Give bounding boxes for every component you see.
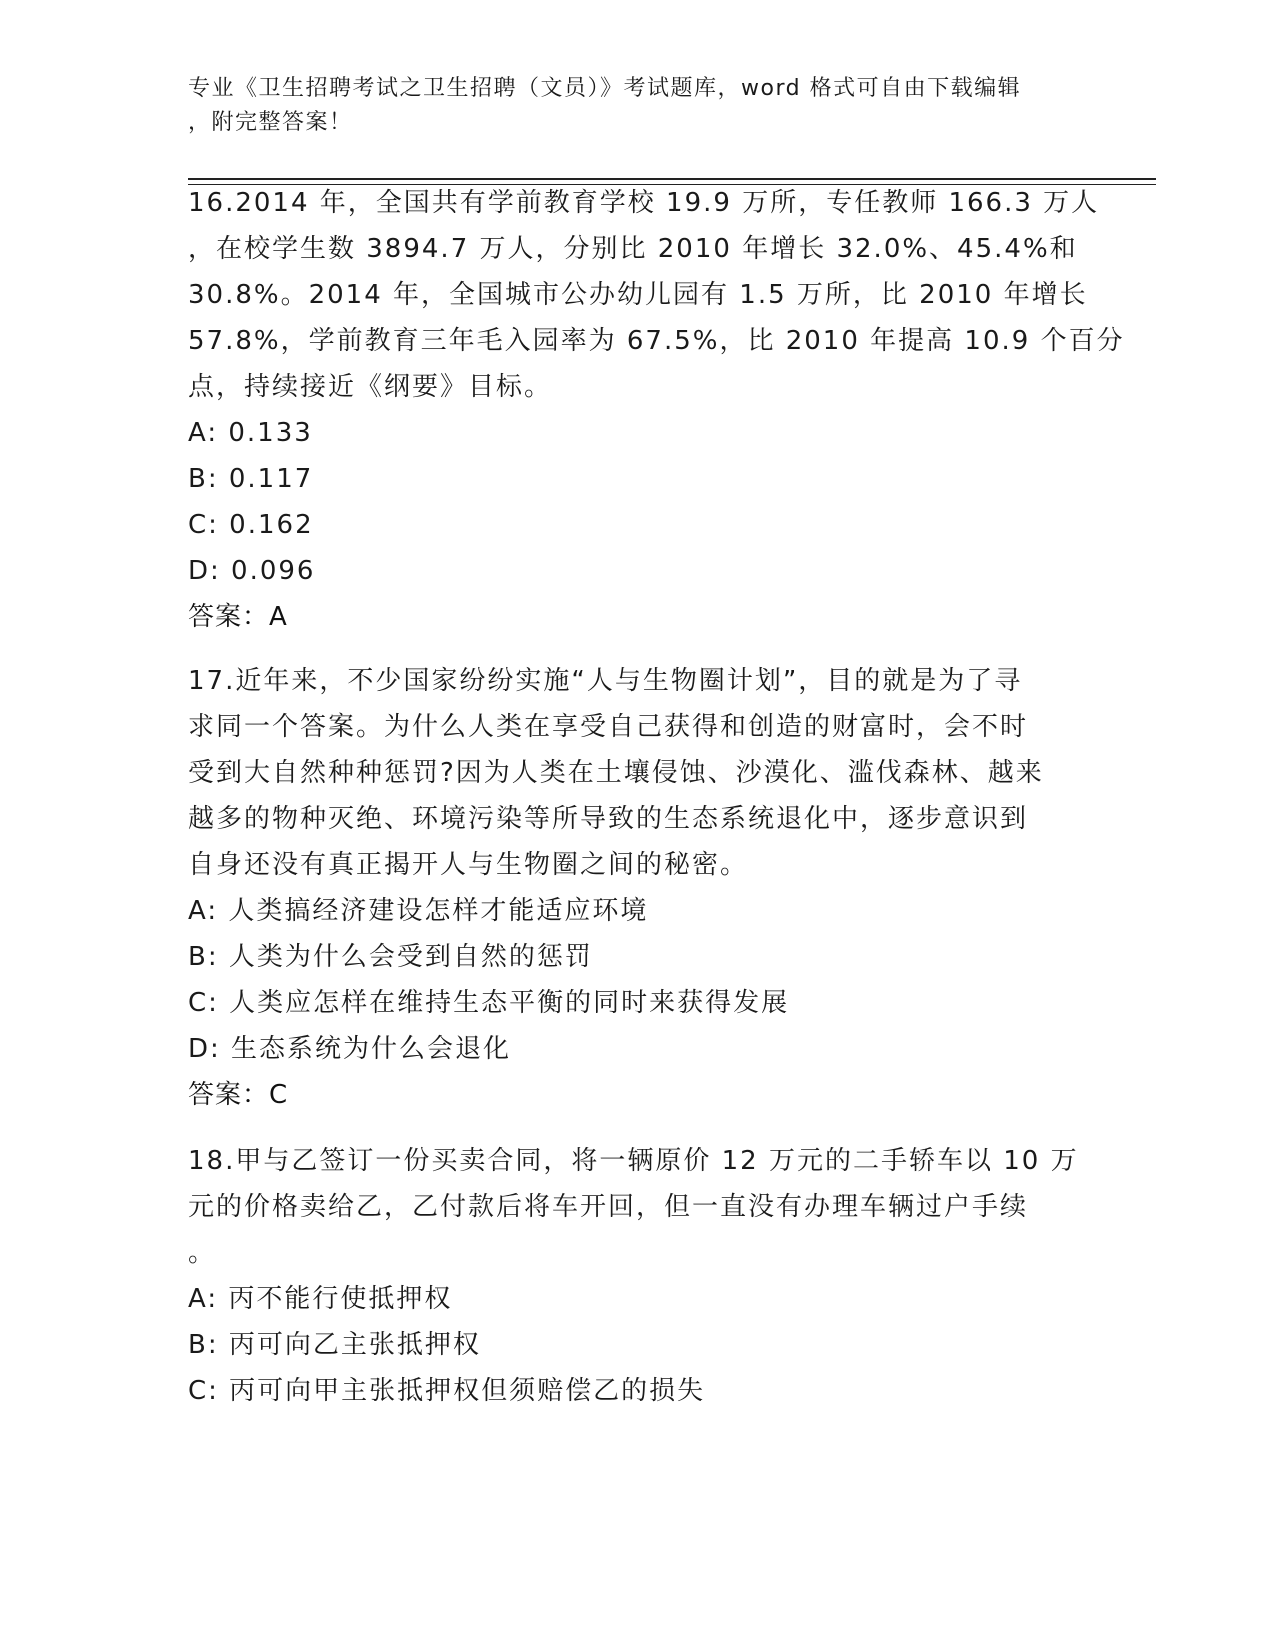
header-line: 专业《卫生招聘考试之卫生招聘（文员）》考试题库，word 格式可自由下载编辑 bbox=[188, 76, 1022, 101]
question-16 bbox=[188, 180, 1125, 640]
stem-line: 18.甲与乙签订一份买卖合同，将一辆原价 12 万元的二手轿车以 10 万 bbox=[188, 1146, 1079, 1176]
stem-line: 30.8%。2014 年，全国城市公办幼儿园有 1.5 万所，比 2010 年增长 bbox=[188, 280, 1088, 310]
question-stem bbox=[188, 658, 1088, 888]
page-header bbox=[188, 72, 1068, 140]
stem-line: 。 bbox=[188, 1238, 217, 1268]
option-c: C: 丙可向甲主张抵押权但须赔偿乙的损失 bbox=[188, 1376, 706, 1406]
option-b: B: 丙可向乙主张抵押权 bbox=[188, 1330, 481, 1360]
question-stem bbox=[188, 1138, 1088, 1276]
option-c: C: 0.162 bbox=[188, 510, 314, 540]
answer-label: 答案：C bbox=[188, 1080, 289, 1110]
stem-line: 17.近年来，不少国家纷纷实施“人与生物圈计划”，目的就是为了寻 bbox=[188, 666, 1023, 696]
option-a: A: 人类搞经济建设怎样才能适应环境 bbox=[188, 896, 649, 926]
stem-line: 点，持续接近《纲要》目标。 bbox=[188, 372, 553, 402]
option-a: A: 0.133 bbox=[188, 418, 313, 448]
header-line: ，附完整答案！ bbox=[188, 110, 353, 135]
stem-line: 越多的物种灭绝、环境污染等所导致的生态系统退化中，逐步意识到 bbox=[188, 804, 1029, 834]
stem-line: 受到大自然种种惩罚?因为人类在土壤侵蚀、沙漠化、滥伐森林、越来 bbox=[188, 758, 1044, 788]
stem-line: ，在校学生数 3894.7 万人，分别比 2010 年增长 32.0%、45.4%和 bbox=[188, 234, 1078, 264]
question-stem bbox=[188, 180, 1125, 410]
option-d: D: 生态系统为什么会退化 bbox=[188, 1034, 512, 1064]
answer-label: 答案：A bbox=[188, 602, 288, 632]
stem-line: 自身还没有真正揭开人与生物圈之间的秘密。 bbox=[188, 850, 749, 880]
option-b: B: 0.117 bbox=[188, 464, 314, 494]
stem-line: 求同一个答案。为什么人类在享受自己获得和创造的财富时，会不时 bbox=[188, 712, 1029, 742]
option-d: D: 0.096 bbox=[188, 556, 316, 586]
question-18 bbox=[188, 1138, 1088, 1414]
option-b: B: 人类为什么会受到自然的惩罚 bbox=[188, 942, 593, 972]
question-17 bbox=[188, 658, 1088, 1118]
stem-line: 16.2014 年，全国共有学前教育学校 19.9 万所，专任教师 166.3 万人 bbox=[188, 188, 1100, 218]
stem-line: 元的价格卖给乙，乙付款后将车开回，但一直没有办理车辆过户手续 bbox=[188, 1192, 1029, 1222]
stem-line: 57.8%，学前教育三年毛入园率为 67.5%，比 2010 年提高 10.9 个百分 bbox=[188, 326, 1125, 356]
option-c: C: 人类应怎样在维持生态平衡的同时来获得发展 bbox=[188, 988, 790, 1018]
option-a: A: 丙不能行使抵押权 bbox=[188, 1284, 453, 1314]
